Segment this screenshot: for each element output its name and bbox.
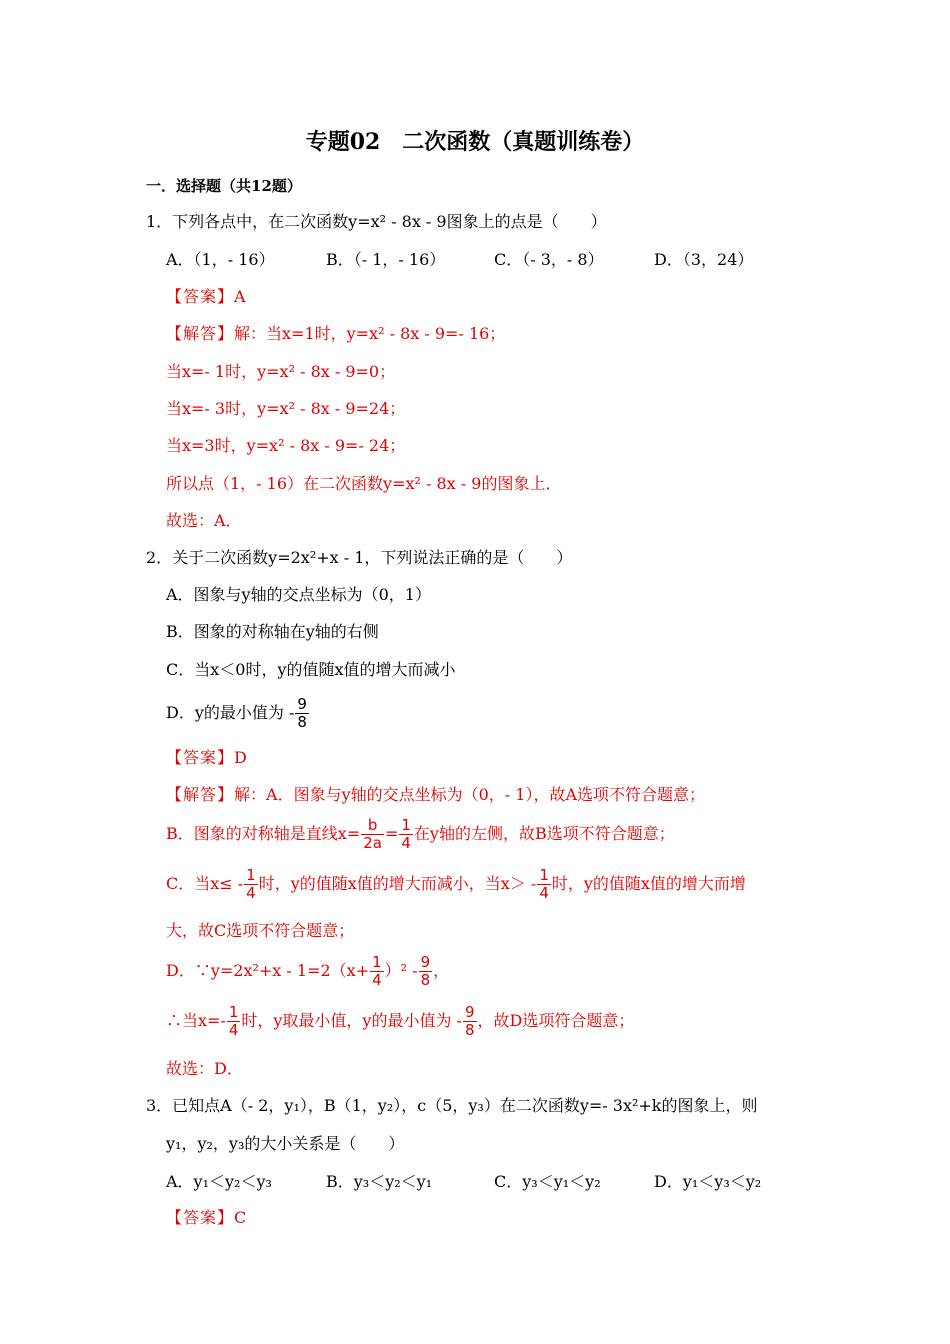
- analysis-tag: 【解答】: [166, 324, 235, 343]
- fraction: [370, 954, 384, 989]
- answer-value: C: [234, 1208, 247, 1227]
- text: 时，y取最小值，y的最小值为 -: [241, 1011, 462, 1030]
- frac-num: 1: [401, 816, 411, 834]
- frac-num: 9: [297, 695, 307, 713]
- text: =: [384, 824, 399, 843]
- q1-analysis-line-4: 当x=3时，y=x² - 8x - 9=- 24；: [166, 436, 406, 455]
- analysis-tag: 【解答】: [166, 785, 235, 804]
- q2-option-b: B．图象的对称轴在y轴的右侧: [166, 622, 379, 641]
- q2-analysis-c: [166, 866, 746, 902]
- fraction: [419, 954, 433, 989]
- text: 在y轴的左侧，故B选项不符合题意；: [413, 824, 675, 843]
- q1-analysis-line-5: 所以点（1，- 16）在二次函数y=x² - 8x - 9的图象上．: [166, 474, 562, 493]
- answer-value: A: [234, 287, 246, 306]
- frac-num: 1: [539, 866, 549, 884]
- q3-option-b: B．y₃＜y₂＜y₁: [326, 1172, 433, 1191]
- frac-den: 4: [539, 884, 549, 902]
- frac-den: 8: [420, 971, 431, 989]
- frac-num: 1: [372, 953, 382, 971]
- answer-tag: 【答案】: [166, 748, 235, 767]
- fraction: [227, 1004, 241, 1039]
- text: C．当x≤ -: [166, 874, 244, 893]
- q1-analysis-line-6: 故选：A．: [166, 511, 242, 530]
- text: 时，y的值随x值的增大而增: [551, 874, 746, 893]
- text: ∴当x=-: [166, 1011, 226, 1030]
- q1-analysis-line-3: 当x=- 3时，y=x² - 8x - 9=24；: [166, 399, 406, 418]
- fraction: [244, 867, 258, 902]
- q1-stem: 1．下列各点中，在二次函数y=x² - 8x - 9图象上的点是（ ）: [146, 212, 607, 231]
- frac-den: 4: [372, 971, 382, 989]
- fraction: [463, 1004, 477, 1039]
- frac-num: 1: [228, 1003, 239, 1021]
- q2-analysis-b: [166, 816, 675, 852]
- frac-den: 8: [297, 713, 307, 731]
- q3-option-c: C．y₃＜y₁＜y₂: [494, 1172, 601, 1191]
- fraction: [361, 817, 384, 852]
- q3-option-a: A．y₁＜y₂＜y₃: [166, 1172, 272, 1191]
- section-heading: 一．选择题（共12题）: [146, 177, 302, 195]
- q3-stem-line-1: 3．已知点A（- 2，y₁），B（1，y₂），c（5，y₃）在二次函数y=- 3x²+k的图象上，则: [146, 1096, 758, 1115]
- q2-analysis-final: 故选：D．: [166, 1059, 243, 1078]
- frac-num: 9: [420, 953, 431, 971]
- option-d-text: D．y的最小值为 -: [166, 703, 295, 722]
- text: ）² -: [384, 961, 418, 980]
- frac-num: 9: [464, 1003, 475, 1021]
- q1-analysis-line-1: [166, 324, 505, 344]
- frac-num: b: [361, 817, 384, 835]
- q3-answer: [166, 1208, 246, 1228]
- q2-option-a: A．图象与y轴的交点坐标为（0，1）: [166, 585, 431, 604]
- answer-tag: 【答案】: [166, 1208, 235, 1227]
- fraction: [399, 817, 413, 852]
- page-title: 专题02 二次函数（真题训练卷）: [305, 129, 645, 155]
- q2-analysis-c-cont: 大，故C选项不符合题意；: [166, 921, 355, 940]
- q1-answer: [166, 287, 246, 307]
- fraction: [295, 696, 309, 731]
- q2-analysis-d: [166, 953, 449, 989]
- q2-option-c: C．当x＜0时，y的值随x值的增大而减小: [166, 660, 456, 679]
- q3-option-d: D．y₁＜y₃＜y₂: [654, 1172, 762, 1191]
- text: 时，y的值随x值的增大而减小，当x＞ -: [258, 874, 537, 893]
- text: ，: [433, 961, 450, 980]
- text: D．∵y=2x²+x - 1=2（x+: [166, 961, 370, 980]
- answer-tag: 【答案】: [166, 287, 235, 306]
- frac-den: 4: [401, 834, 411, 852]
- frac-num: 1: [246, 866, 256, 884]
- frac-den: 4: [246, 884, 256, 902]
- q1-option-b: B．（- 1，- 16）: [326, 250, 446, 269]
- analysis-text: 解：A．图象与y轴的交点坐标为（0，- 1），故A选项不符合题意；: [234, 785, 706, 804]
- answer-value: D: [234, 748, 247, 767]
- q2-stem: 2．关于二次函数y=2x²+x - 1，下列说法正确的是（ ）: [146, 548, 573, 567]
- analysis-text: 解：当x=1时，y=x² - 8x - 9=- 16；: [234, 324, 506, 343]
- q1-option-d: D．（3，24）: [654, 250, 754, 269]
- frac-den: 4: [228, 1021, 239, 1039]
- frac-den: 8: [464, 1021, 475, 1039]
- q2-analysis-e: [166, 1003, 634, 1039]
- text: ，故D选项符合题意；: [477, 1011, 635, 1030]
- q1-option-a: A．（1，- 16）: [166, 250, 275, 269]
- q1-option-c: C．（- 3，- 8）: [494, 250, 604, 269]
- q3-stem-line-2: y₁，y₂，y₃的大小关系是（ ）: [166, 1134, 405, 1153]
- frac-den: 2a: [363, 834, 382, 852]
- q1-analysis-line-2: 当x=- 1时，y=x² - 8x - 9=0；: [166, 362, 396, 381]
- fraction: [537, 867, 551, 902]
- text: B．图象的对称轴是直线x=: [166, 824, 361, 843]
- q2-analysis-a: [166, 785, 705, 805]
- q2-option-d: [166, 696, 310, 731]
- q2-answer: [166, 748, 247, 768]
